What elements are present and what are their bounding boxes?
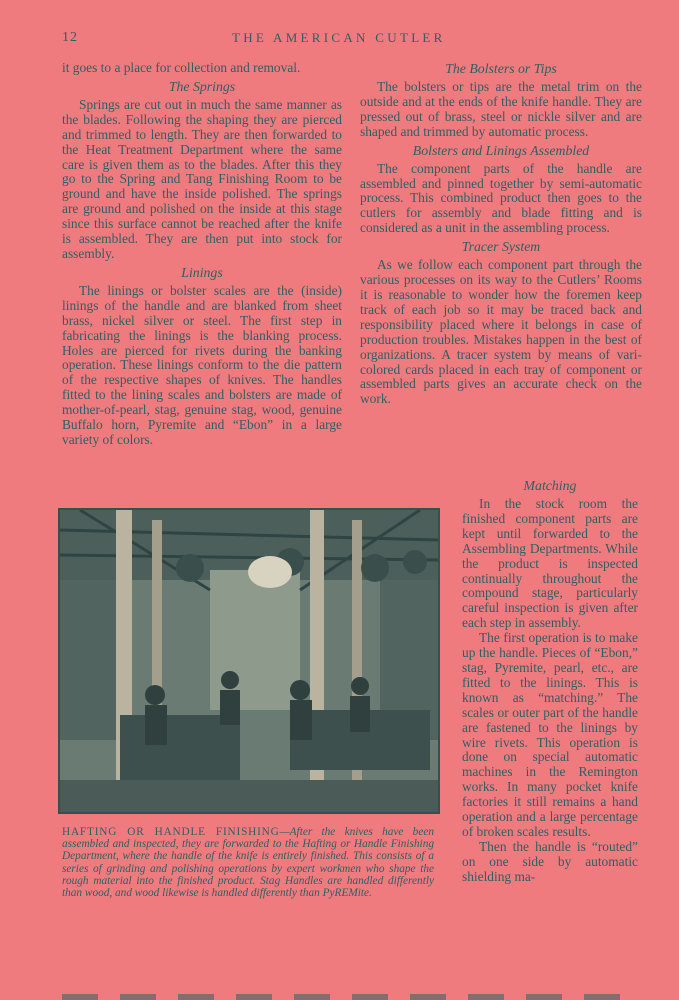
tracer-paragraph: As we follow each component part through the various processes on its way to the Cutlers’ Rooms it is reasonable to wonder how the foremen keep track of each job so it may be traced back and responsibility placed where it belongs in case of production troubles. Mistakes happen in the best of organizations. A tracer system by means of vari-colored cards placed in each tray of component or assembled parts gives an accurate check on the work.: [360, 257, 642, 407]
bolsters-heading: The Bolsters or Tips: [445, 61, 557, 76]
running-header: THE AMERICAN CUTLER: [232, 30, 446, 45]
linings-heading: Linings: [181, 264, 223, 280]
matching-heading: Matching: [523, 478, 577, 493]
linings-paragraph: The linings or bolster scales are the (inside) linings of the handle and are blanked from sheet brass, nickel silver or steel. The first step in fabricating the linings is the blanking process. Holes are pierced for rivets during the banking operation. These linings conform to the die pattern of the respective shapes of knives. The handles fitted to the lining scales and bolsters are made of mother-of-pearl, stag, genuine stag, wood, genuine Buffalo horn, Pyremite and “Ebon” in a large variety of colors.: [62, 282, 342, 447]
matching-paragraph-1: In the stock room the finished component parts are kept until forwarded to the Assembling Departments. While the product is inspected continually throughout the compound stage, particularly careful inspection is given after each step in assembly.: [462, 496, 638, 631]
bolsters-paragraph: The bolsters or tips are the metal trim on the outside and at the ends of the knife handle. They are pressed out of brass, steel or nickle silver and are shaped and trimmed by automatic process.: [360, 79, 642, 139]
caption-heading: HAFTING OR HANDLE FINISHING: [62, 826, 280, 838]
factory-photo: [58, 508, 440, 814]
assembled-paragraph: The component parts of the handle are assembled and pinned together by semi-automatic process. This combined product then goes to the cutlers for assembly and blade fitting and is considered as a unit in the assembling process.: [360, 160, 642, 236]
springs-paragraph: Springs are cut out in much the same manner as the blades. Following the shaping they are pierced and trimmed to length. They are then forwarded to the Heat Treatment Department where the same care is given them as to the blades. After this they go to the Spring and Tang Finishing Room to be ground and have the inside polished. The springs are ground and polished on the inside at this stage since this surface cannot be reached after the knife is assembled. They are then put into stock for assembly.: [62, 96, 342, 261]
caption-text: —After the knives have been assembled and inspected, they are forwarded to the Hafting or Handle Finishing Department, where the handle of the knife is entirely finished. This consists of a series of grinding and polishing operations by expert workmen who shape the rough material into the finished product. Stag Handles are handled differently than wood, and wood likewise is handled differently than PyREMite.: [62, 826, 435, 900]
intro-paragraph: it goes to a place for collection and removal.: [62, 60, 301, 75]
page-number: 12: [62, 30, 78, 45]
matching-paragraph-3: Then the handle is “routed” on one side by automatic shielding ma-: [462, 838, 638, 884]
right-column: [360, 61, 642, 407]
hafting-room-illustration: [60, 510, 438, 812]
photo-caption: [62, 826, 434, 899]
springs-heading: The Springs: [168, 78, 236, 94]
matching-paragraph-2: The first operation is to make up the handle. Pieces of “Ebon,” stag, Pyremite, pearl, etc., are fitted to the linings. This is known as “matching.” The scales or outer part of the handle are fastened to the linings by wire rivets. This operation is done on special automatic machines in the Remington works. In many pocket knife factories it still remains a hand operation and a large percentage of broken scales results.: [462, 630, 638, 839]
bottom-edge-artifact: [62, 994, 622, 1000]
assembled-heading: Bolsters and Linings Assembled: [412, 142, 590, 158]
side-column: [462, 475, 638, 885]
tracer-heading: Tracer System: [461, 239, 541, 255]
left-column: [62, 61, 342, 448]
